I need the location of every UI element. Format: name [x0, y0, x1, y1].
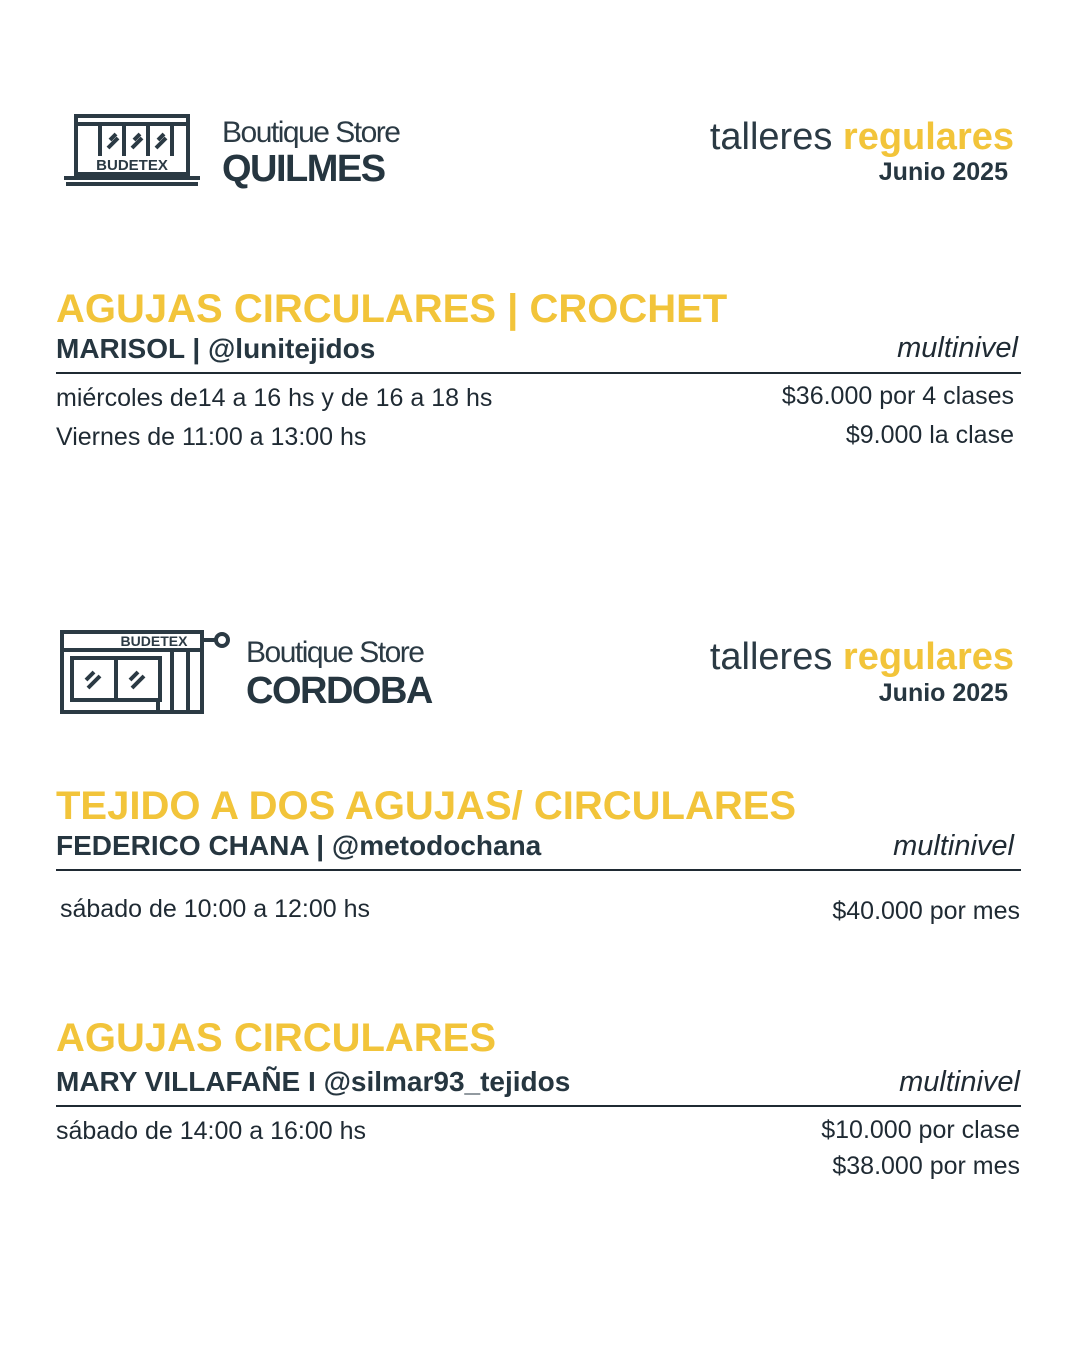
- talleres-highlight: regulares: [842, 116, 1014, 158]
- level-label: multinivel: [893, 830, 1014, 862]
- course-title: AGUJAS CIRCULARES | CROCHET: [56, 287, 728, 331]
- storefront-logo-quilmes: [62, 112, 204, 190]
- storefront-icon: [62, 112, 204, 190]
- svg-text:BUDETEX: BUDETEX: [120, 633, 188, 649]
- teacher-handle: MARISOL | @lunitejidos: [56, 333, 376, 364]
- teacher-handle: MARY VILLAFAÑE I @silmar93_tejidos: [56, 1066, 571, 1097]
- talleres-highlight: regulares: [842, 636, 1014, 678]
- talleres-prefix: talleres: [709, 636, 843, 678]
- course-title: TEJIDO A DOS AGUJAS/ CIRCULARES: [56, 784, 797, 828]
- store-city: CORDOBA: [246, 670, 432, 712]
- store-city: QUILMES: [222, 148, 385, 190]
- level-label: multinivel: [897, 332, 1018, 364]
- price-line: $38.000 por mes: [832, 1152, 1020, 1180]
- storefront-icon: [58, 628, 234, 718]
- talleres-heading: [710, 118, 1014, 156]
- schedule-line: sábado de 14:00 a 16:00 hs: [56, 1117, 366, 1145]
- teacher-handle: FEDERICO CHANA | @metodochana: [56, 830, 542, 861]
- level-label: multinivel: [899, 1066, 1020, 1098]
- brand-subtitle: Boutique Store: [222, 116, 400, 149]
- price-line: $9.000 la clase: [845, 421, 1014, 449]
- talleres-prefix: talleres: [709, 116, 843, 158]
- svg-text:BUDETEX: BUDETEX: [96, 157, 168, 174]
- price-line: $40.000 por mes: [832, 897, 1020, 925]
- divider: [56, 869, 1021, 871]
- course-title: AGUJAS CIRCULARES: [56, 1016, 497, 1060]
- price-line: $36.000 por 4 clases: [781, 382, 1014, 410]
- month-label: Junio 2025: [878, 158, 1008, 186]
- storefront-logo-cordoba: [58, 628, 234, 718]
- divider: [56, 372, 1021, 374]
- schedule-line: sábado de 10:00 a 12:00 hs: [60, 895, 370, 923]
- schedule-line: miércoles de14 a 16 hs y de 16 a 18 hs: [56, 384, 493, 412]
- brand-subtitle: Boutique Store: [246, 636, 424, 669]
- price-line: $10.000 por clase: [821, 1116, 1020, 1144]
- schedule-line: Viernes de 11:00 a 13:00 hs: [56, 423, 367, 451]
- month-label: Junio 2025: [878, 679, 1008, 707]
- divider: [56, 1105, 1021, 1107]
- talleres-heading: [710, 638, 1014, 676]
